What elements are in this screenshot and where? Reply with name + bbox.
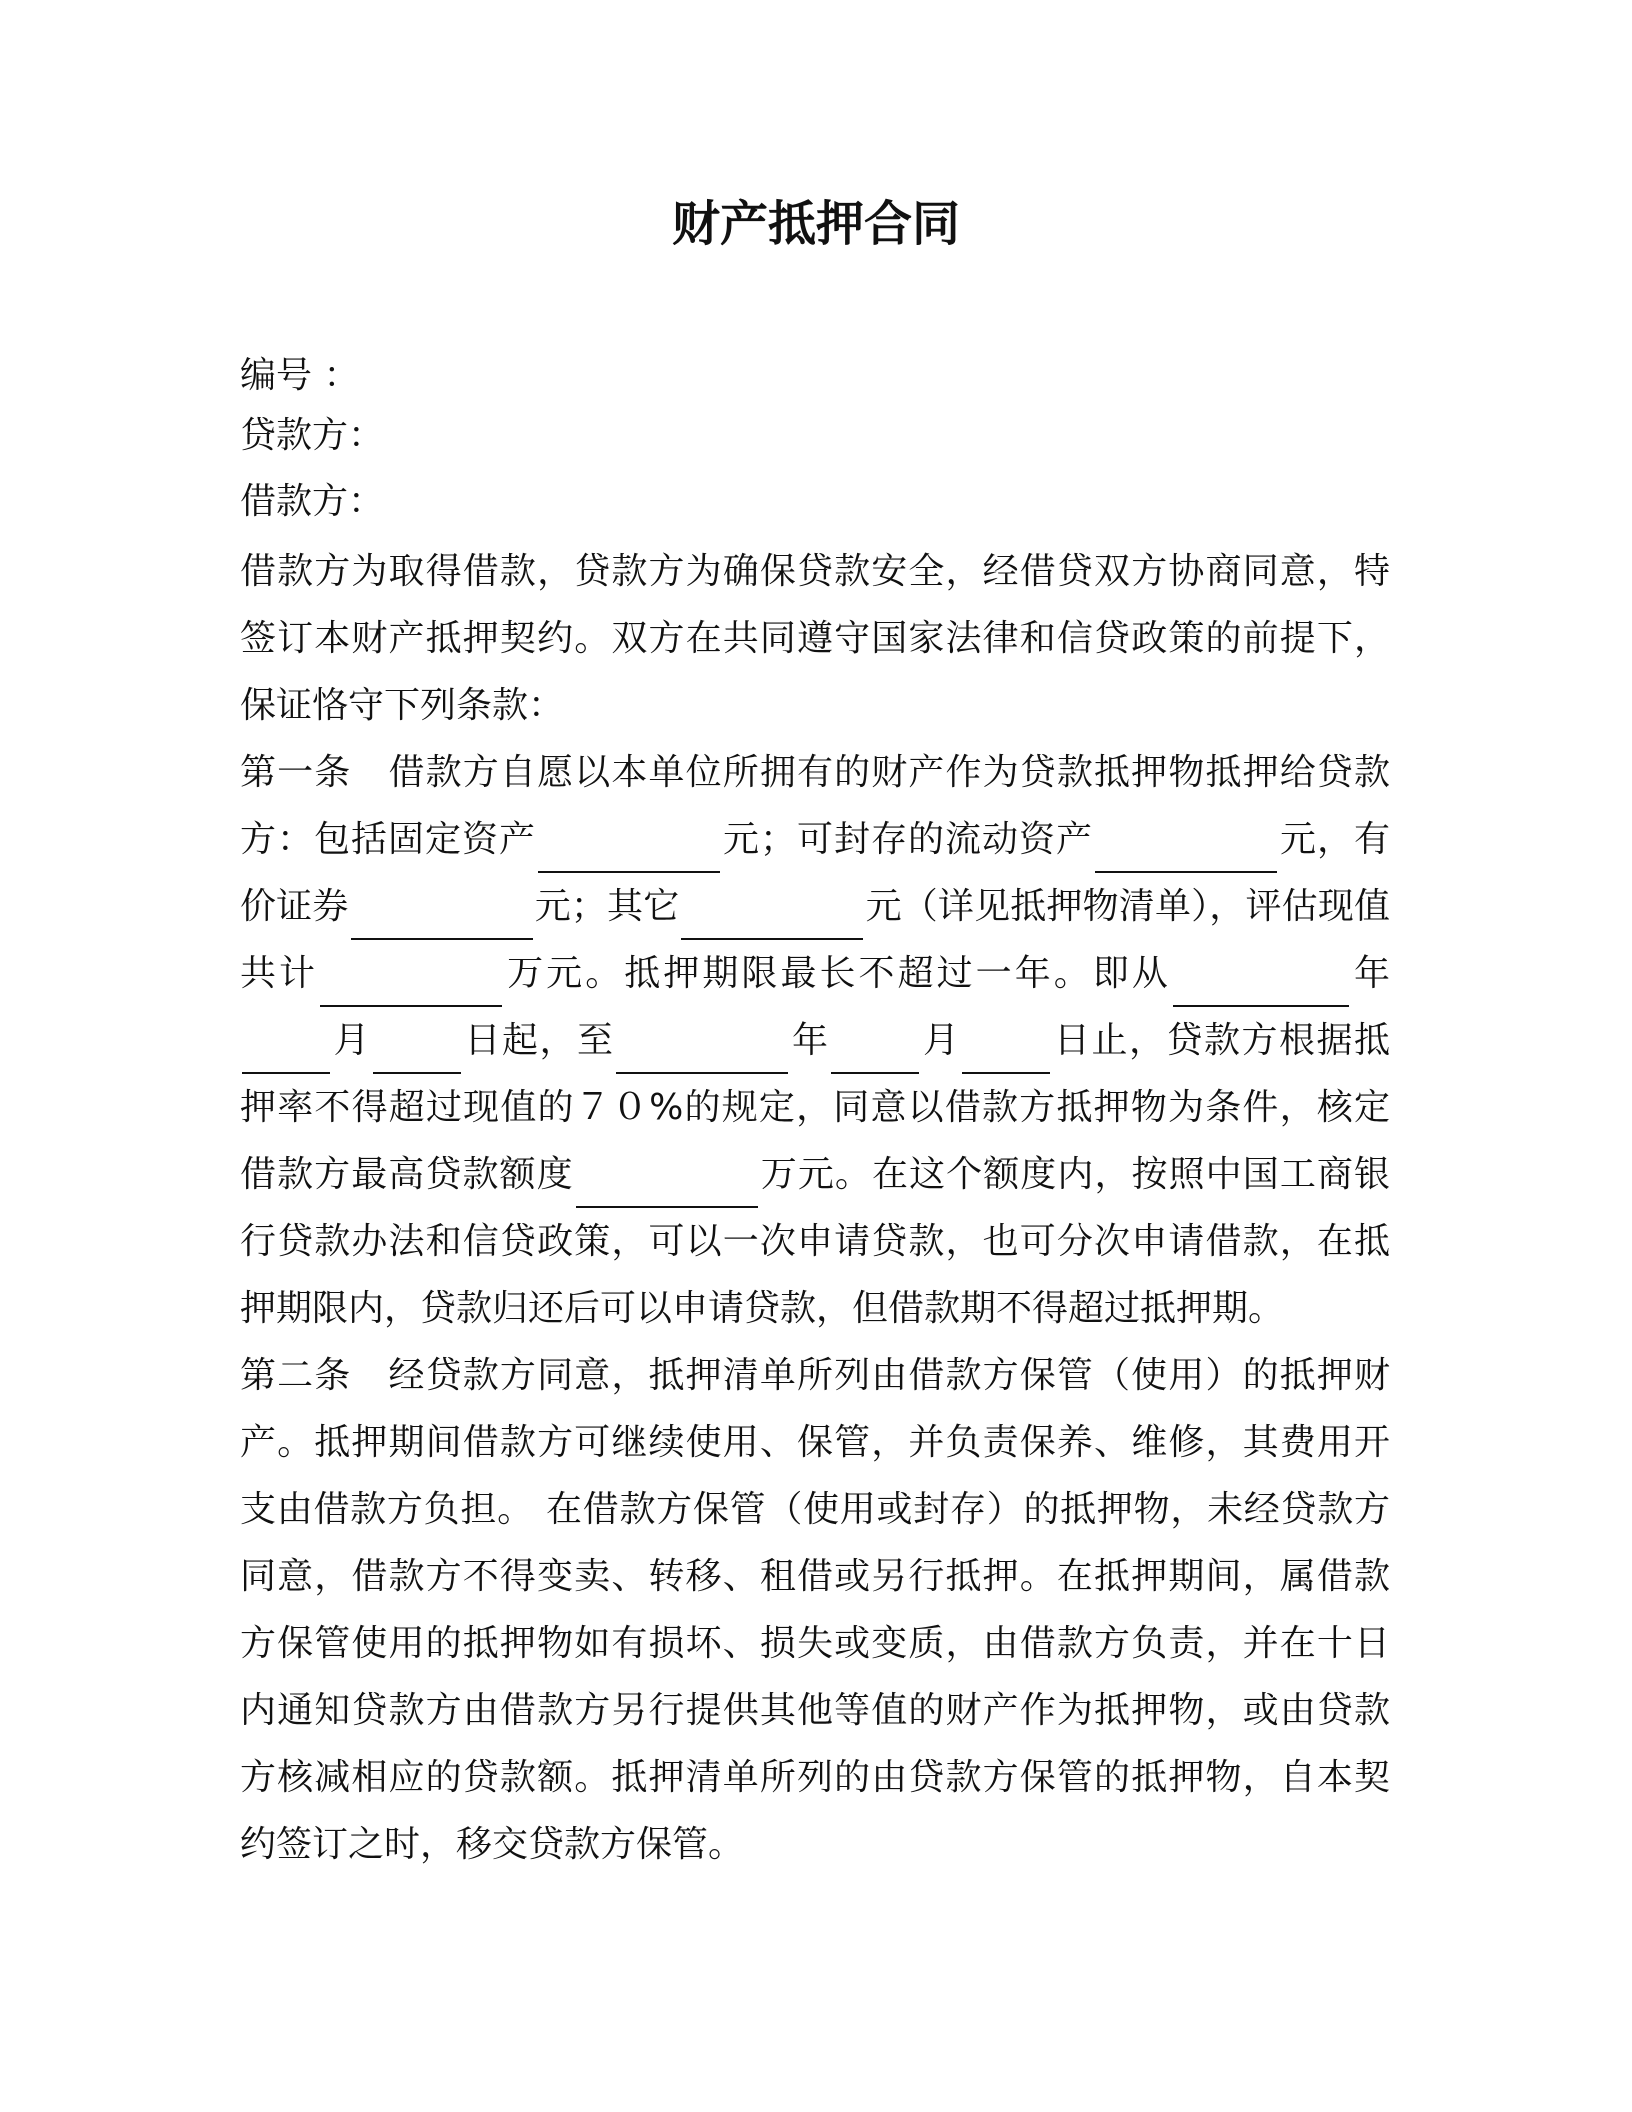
article-2 bbox=[240, 1342, 1390, 1878]
article-1-text: 月 bbox=[332, 1020, 371, 1061]
article-1-text: 万元。在这个额度内，按照中国工商银行贷款办法和信贷政策，可以一次申请贷款，也可分次申请借款，在抵押期限内，贷款归还后可以申请贷款，但借款期不得超过抵押期。 bbox=[240, 1154, 1390, 1329]
article-1-text: 日止，贷款方根据抵押率不得超过现值的７０%的规定，同意以借款方抵押物为条件，核定借款方最高贷款额度 bbox=[240, 1020, 1390, 1195]
securities-blank[interactable] bbox=[351, 894, 533, 940]
article-2-label: 第二条 bbox=[240, 1355, 352, 1396]
article-1-text: 借款方自愿以本单位所拥有的财产作为贷款抵押物抵押给贷款方：包括固定资产 bbox=[240, 752, 1390, 860]
article-1-text: 月 bbox=[921, 1020, 961, 1061]
document-title: 财产抵押合同 bbox=[671, 196, 960, 252]
article-1-text: 元，有价证券 bbox=[240, 819, 1390, 927]
start-month-blank[interactable] bbox=[242, 1028, 330, 1074]
end-year-blank[interactable] bbox=[616, 1028, 788, 1074]
liquid-assets-blank[interactable] bbox=[1095, 827, 1277, 873]
article-2-text: 经贷款方同意，抵押清单所列由借款方保管（使用）的抵押财产。抵押期间借款方可继续使用、保管，并负责保养、维修，其费用开支由借款方负担。 在借款方保管（使用或封存）的抵押物，未经贷款方同意，借款方不得变卖、转移、租借或另行抵押。在抵押期间，属借款方保管使用的抵押物如有损坏、损失或变质，由借款方负责，并在十日内通知贷款方由借款方另行提供其他等值的财产作为抵押物，或由贷款方核减相应的贷款额。抵押清单所列的由贷款方保管的抵押物，自本契约签订之时，移交贷款方保管。 bbox=[240, 1355, 1390, 1865]
article-1-text: 元；其它 bbox=[534, 886, 680, 927]
fixed-assets-blank[interactable] bbox=[538, 827, 720, 873]
article-1-text: 年 bbox=[790, 1020, 830, 1061]
article-1-text: 元；可封存的流动资产 bbox=[721, 819, 1093, 860]
lender-label: 贷款方： bbox=[240, 415, 385, 456]
intro-paragraph: 借款方为取得借款，贷款方为确保贷款安全，经借贷双方协商同意，特签订本财产抵押契约。双方在共同遵守国家法律和信贷政策的前提下，保证恪守下列条款： bbox=[240, 551, 1390, 726]
end-day-blank[interactable] bbox=[962, 1028, 1050, 1074]
article-1-label: 第一条 bbox=[240, 752, 352, 793]
article-1-text: 年 bbox=[1350, 953, 1390, 994]
other-assets-blank[interactable] bbox=[681, 894, 863, 940]
start-day-blank[interactable] bbox=[373, 1028, 461, 1074]
end-month-blank[interactable] bbox=[831, 1028, 919, 1074]
article-1-text: 元（详见抵押物清单），评估现值共计 bbox=[240, 886, 1390, 994]
contract-number-label: 编号 ： bbox=[240, 355, 360, 396]
loan-limit-blank[interactable] bbox=[576, 1162, 758, 1208]
total-value-blank[interactable] bbox=[320, 961, 502, 1007]
borrower-label: 借款方： bbox=[240, 481, 385, 522]
article-1 bbox=[240, 739, 1390, 1342]
article-1-text: 日起，至 bbox=[463, 1020, 615, 1061]
contract-body bbox=[240, 538, 1390, 1878]
article-1-text: 万元。抵押期限最长不超过一年。即从 bbox=[504, 953, 1171, 994]
start-year-blank[interactable] bbox=[1173, 961, 1349, 1007]
